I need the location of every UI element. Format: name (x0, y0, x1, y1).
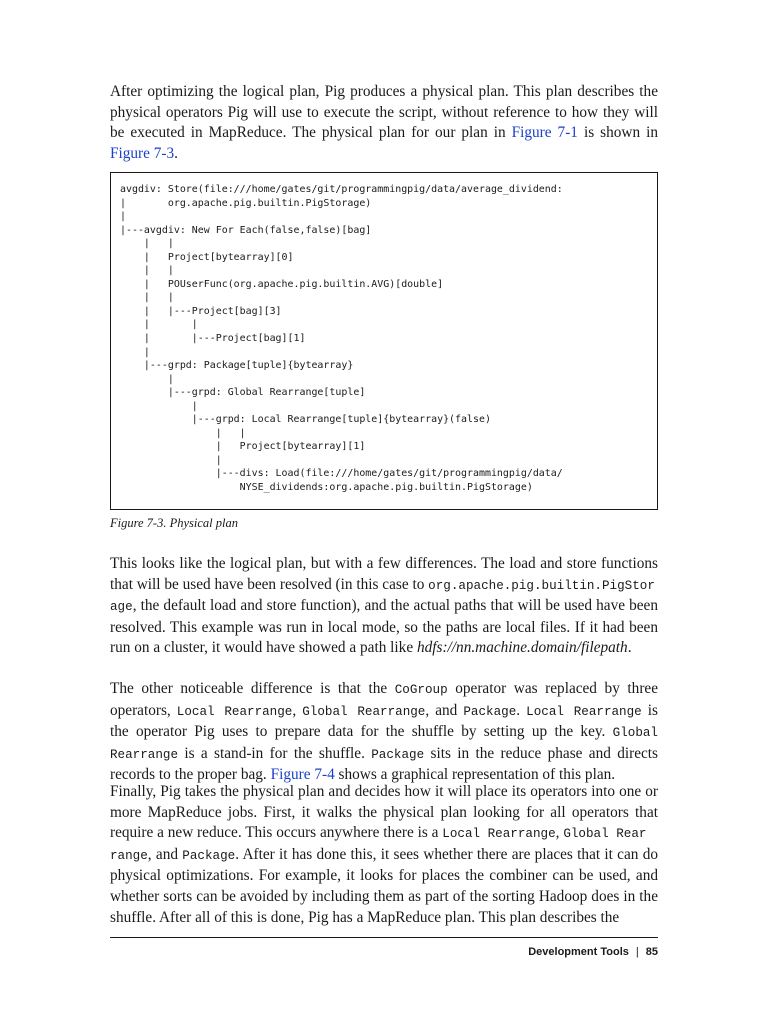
paragraph-operators (110, 679, 658, 786)
code-listing-box (110, 172, 658, 510)
paragraph-text: , the default load and store function), and the actual paths that will be used have been resolved. This example was run in local mode, so the paths are local files. If it had been run on a cluster, it would have showed a path like (110, 597, 658, 657)
inline-code: Local Rearrange (526, 704, 642, 719)
paragraph-mapreduce-plan (110, 782, 658, 928)
paragraph-differences (110, 554, 658, 659)
paragraph-text: . (174, 144, 178, 162)
inline-code: Global Rearrange (302, 704, 426, 719)
paragraph-text: . (627, 639, 632, 657)
paragraph-text: sits in the reduce phase and directs records to the proper bag. (110, 744, 658, 784)
figure-7-3-link[interactable]: Figure 7-3 (110, 144, 175, 162)
footer-separator: | (635, 946, 639, 958)
paragraph-text: , and (425, 701, 464, 719)
paragraph-text: , (555, 824, 564, 842)
paragraph-text: shows a graphical representation of this plan. (334, 766, 616, 784)
figure-7-1-link[interactable]: Figure 7-1 (511, 124, 578, 142)
paragraph-text: After optimizing the logical plan, Pig produces a physical plan. This plan describes the physical operators Pig will use to execute the script, without reference to how they will be executed in MapReduce. The physical plan for our plan in (110, 83, 658, 142)
inline-code: org.apache.pig.builtin.PigStor (428, 578, 655, 593)
inline-code: Local Rearrange (442, 827, 556, 842)
physical-plan-code: avgdiv: Store(file:///home/gates/git/programmingpig/data/average_dividend: | org.apache.pig.builtin.PigStorage) | |---avgdiv: New For Each(false,false)[bag] | | | Project[bytearray][0] | | | POUserFunc(org.apache.pig.builtin.AVG)[double] | | | |---Project[bag][3] | | | |---Project[bag][1] | |---grpd: Package[tuple]{bytearray} | |---grpd: Global Rearrange[tuple] | |---grpd: Local Rearrange[tuple]{bytearray}(false) | | | Project[bytearray][1] | |---divs: Load(file:///home/gates/git/programmingpig/data/ NYSE_dividends:org.apache.pig.builtin.PigStorage) (120, 184, 563, 494)
paragraph-text: . After it has done this, it sees whether there are places that it can do physical optimizations. For example, it looks for places the combiner can be used, and whether sorts can be avoided by including them as part of the sorting Hadoop does in the shuffle. After all of this is done, Pig has a MapReduce plan. This plan describes the (110, 845, 658, 926)
paragraph-text: This looks like the logical plan, but with a few differences. The load and store functions that will be used have been resolved (in this case to (110, 555, 658, 593)
inline-code: Package (182, 848, 236, 863)
paragraph-text: Finally, Pig takes the physical plan and decides how it will place its operators into one or more MapReduce jobs. First, it walks the physical plan looking for all operators that require a new reduce. This occurs anywhere there is a (110, 783, 658, 842)
inline-code: Local Rearrange (176, 704, 293, 719)
inline-code: age (110, 600, 133, 615)
paragraph-physical-plan-intro (110, 82, 658, 164)
inline-code: Global Rear (563, 827, 647, 842)
inline-code: Package (463, 704, 517, 719)
paragraph-text: operator was replaced by three operators, (110, 680, 659, 719)
paragraph-text: . (516, 701, 527, 719)
inline-code: Package (371, 747, 425, 762)
footer-section-title: Development Tools (528, 946, 629, 958)
paragraph-text: is shown in (577, 124, 658, 142)
paragraph-text: is the operator Pig uses to prepare data for the shuffle by setting up the key. (110, 701, 658, 741)
footer-rule (110, 937, 658, 938)
paragraph-text: is a stand-in for the shuffle. (178, 744, 372, 762)
page-number: 85 (645, 946, 658, 958)
figure-7-4-link[interactable]: Figure 7-4 (270, 766, 335, 784)
page-footer (528, 946, 658, 958)
hdfs-path: hdfs://nn.machine.domain/filepath (416, 639, 628, 657)
inline-code: Global Rearrange (110, 726, 658, 762)
paragraph-text: , and (147, 845, 183, 863)
paragraph-text: The other noticeable difference is that the (110, 680, 395, 697)
paragraph-text: , (292, 701, 303, 719)
figure-caption: Figure 7-3. Physical plan (110, 516, 238, 530)
inline-code: CoGroup (394, 683, 448, 697)
inline-code: range (110, 848, 148, 863)
